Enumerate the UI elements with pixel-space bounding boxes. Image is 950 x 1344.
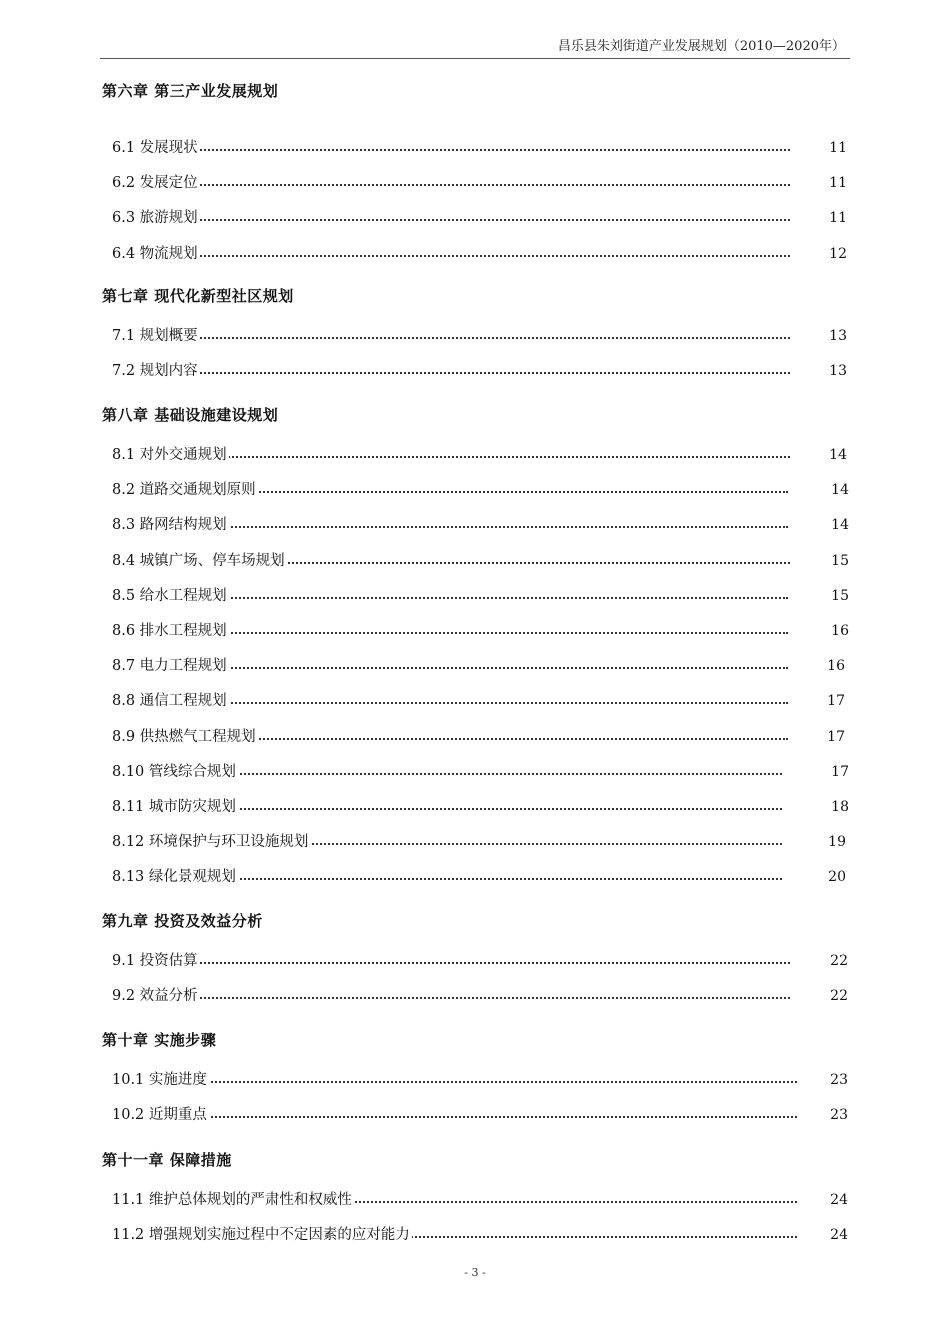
toc-entry-page: 23 — [830, 1107, 848, 1124]
toc-entry[interactable] — [112, 1189, 848, 1211]
toc-entry-page: 12 — [829, 245, 847, 262]
toc-entry[interactable] — [112, 1104, 848, 1126]
chapter-heading: 第九章 投资及效益分析 — [102, 912, 263, 930]
toc-entry[interactable] — [112, 137, 847, 159]
toc-entry[interactable] — [112, 550, 849, 572]
toc-entry[interactable] — [112, 479, 849, 501]
toc-entry-label: 11.2 增强规划实施过程中不定因素的应对能力 — [112, 1224, 412, 1246]
dot-leader — [112, 1081, 797, 1083]
toc-entry-page: 23 — [830, 1072, 848, 1088]
chapter-heading: 第八章 基础设施建设规划 — [102, 406, 279, 424]
toc-entry[interactable] — [112, 831, 846, 853]
dot-leader — [112, 337, 790, 339]
toc-entry-label: 8.2 道路交通规划原则 — [112, 479, 258, 501]
dot-leader — [112, 255, 790, 257]
toc-entry-page: 13 — [829, 363, 847, 380]
toc-entry-page: 11 — [829, 210, 847, 227]
toc-entry-label: 8.4 城镇广场、停车场规划 — [112, 550, 287, 572]
toc-entry-label: 10.1 实施进度 — [112, 1069, 209, 1091]
toc-entry[interactable] — [112, 514, 849, 536]
toc-entry[interactable] — [112, 172, 847, 194]
toc-entry[interactable] — [112, 866, 846, 888]
toc-entry-label: 8.8 通信工程规划 — [112, 690, 229, 712]
toc-entry-page: 14 — [829, 447, 847, 463]
toc-entry[interactable] — [112, 1224, 848, 1246]
toc-entry-label: 7.1 规划概要 — [112, 325, 200, 347]
toc-entry[interactable] — [112, 444, 847, 466]
toc-entry-page: 13 — [829, 328, 847, 344]
toc-entry[interactable] — [112, 985, 848, 1007]
toc-entry-page: 14 — [831, 482, 849, 499]
toc-entry-label: 9.1 投资估算 — [112, 950, 200, 972]
chapter-heading: 第十章 实施步骤 — [102, 1031, 217, 1049]
toc-entry-page: 17 — [827, 693, 845, 710]
toc-entry-page: 18 — [831, 799, 849, 815]
dot-leader — [112, 149, 790, 151]
toc-entry-page: 22 — [830, 953, 848, 969]
toc-entry-label: 8.3 路网结构规划 — [112, 514, 229, 536]
toc-entry[interactable] — [112, 207, 847, 229]
toc-entry-page: 17 — [831, 763, 849, 780]
dot-leader — [112, 219, 790, 221]
toc-entry-label: 8.6 排水工程规划 — [112, 620, 229, 642]
running-header: 昌乐县朱刘街道产业发展规划（2010—2020年） — [557, 39, 845, 54]
toc-entry[interactable] — [112, 1069, 848, 1091]
dot-leader — [112, 184, 790, 186]
toc-entry-page: 24 — [830, 1192, 848, 1208]
toc-entry-page: 22 — [830, 988, 848, 1005]
toc-entry-label: 8.13 绿化景观规划 — [112, 866, 238, 888]
toc-entry[interactable] — [112, 690, 845, 712]
dot-leader — [112, 372, 790, 374]
toc-entry-label: 10.2 近期重点 — [112, 1104, 209, 1126]
toc-entry-page: 19 — [828, 834, 846, 851]
toc-entry[interactable] — [112, 585, 849, 607]
toc-entry-label: 8.11 城市防灾规划 — [112, 796, 238, 818]
page-number: - 3 - — [464, 1266, 486, 1279]
toc-entry-label: 6.2 发展定位 — [112, 172, 200, 194]
chapter-heading: 第十一章 保障措施 — [102, 1151, 232, 1169]
toc-entry-page: 15 — [831, 587, 849, 604]
toc-entry[interactable] — [112, 243, 847, 265]
toc-entry-label: 8.12 环境保护与环卫设施规划 — [112, 831, 310, 853]
toc-entry-page: 11 — [829, 140, 847, 156]
toc-entry-label: 7.2 规划内容 — [112, 360, 200, 382]
toc-entry-page: 16 — [827, 658, 845, 675]
toc-entry[interactable] — [112, 796, 849, 818]
toc-entry-page: 17 — [827, 728, 845, 745]
toc-entry[interactable] — [112, 950, 848, 972]
toc-entry-page: 15 — [831, 552, 849, 569]
toc-entry[interactable] — [112, 620, 849, 642]
toc-entry-label: 6.1 发展现状 — [112, 137, 200, 159]
toc-entry-label: 6.4 物流规划 — [112, 243, 200, 265]
toc-entry-label: 11.1 维护总体规划的严肃性和权威性 — [112, 1189, 354, 1211]
toc-entry[interactable] — [112, 360, 847, 382]
chapter-heading: 第七章 现代化新型社区规划 — [102, 287, 294, 305]
dot-leader — [112, 1116, 797, 1118]
toc-entry[interactable] — [112, 655, 845, 677]
chapter-heading: 第六章 第三产业发展规划 — [102, 82, 279, 100]
toc-entry[interactable] — [112, 761, 849, 783]
toc-entry-label: 8.1 对外交通规划 — [112, 444, 229, 466]
toc-entry-label: 6.3 旅游规划 — [112, 207, 200, 229]
toc-entry-label: 8.7 电力工程规划 — [112, 655, 229, 677]
toc-entry-label: 8.9 供热燃气工程规划 — [112, 726, 258, 748]
dot-leader — [112, 962, 790, 964]
toc-entry-label: 9.2 效益分析 — [112, 985, 200, 1007]
toc-entry-page: 20 — [828, 869, 846, 886]
dot-leader — [112, 997, 790, 999]
toc-entry[interactable] — [112, 325, 847, 347]
toc-entry-label: 8.5 给水工程规划 — [112, 585, 229, 607]
toc-entry-page: 11 — [829, 175, 847, 192]
toc-entry[interactable] — [112, 726, 845, 748]
toc-entry-label: 8.10 管线综合规划 — [112, 761, 238, 783]
toc-entry-page: 16 — [831, 623, 849, 639]
toc-entry-page: 24 — [830, 1227, 848, 1244]
toc-entry-page: 14 — [831, 517, 849, 534]
